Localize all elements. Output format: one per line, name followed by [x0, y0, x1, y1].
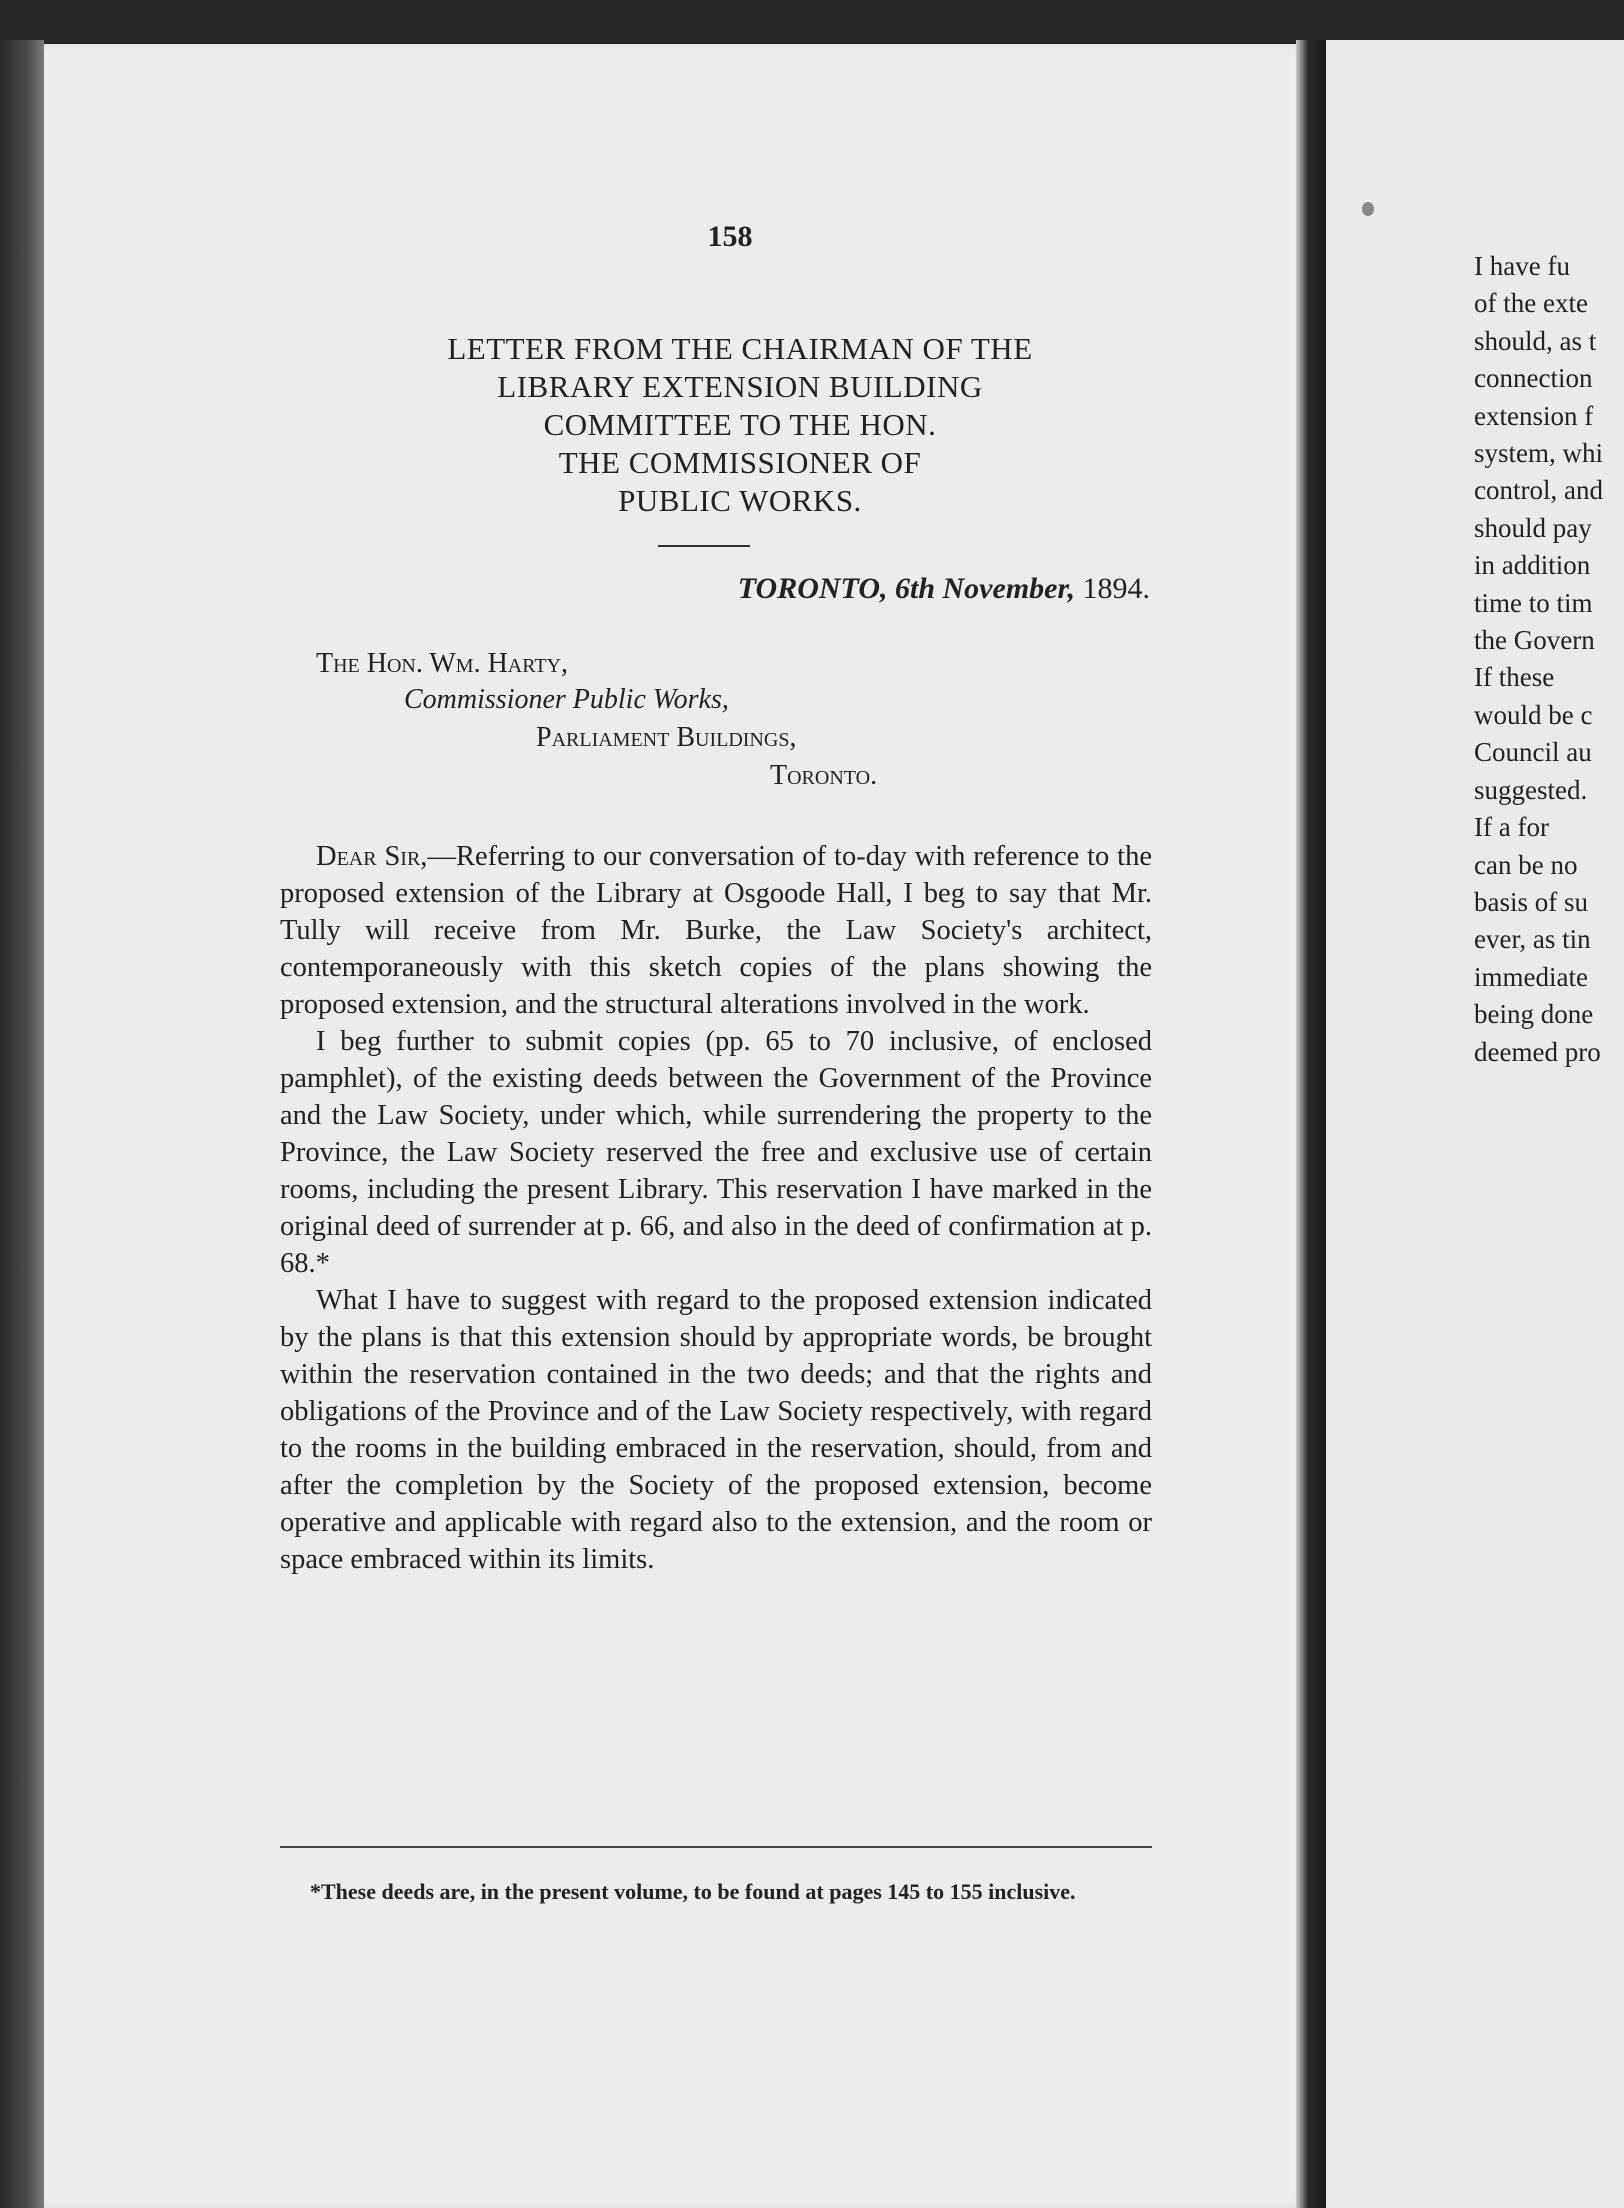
book-left-edge [0, 40, 44, 2208]
salutation: Dear Sir, [316, 841, 428, 872]
right-line: being done [1474, 999, 1594, 1030]
right-line: ever, as tin [1474, 924, 1591, 955]
title-line: LETTER FROM THE CHAIRMAN OF THE [447, 331, 1033, 366]
right-line: can be no [1474, 849, 1578, 880]
right-line: in addition [1474, 550, 1591, 581]
dateline-year: 1894. [1082, 572, 1150, 605]
right-line: should, as t [1474, 325, 1597, 356]
right-line: I have fu [1474, 251, 1570, 281]
dateline [640, 572, 1150, 606]
paragraph-2: I beg further to submit copies (pp. 65 to 70 inclusive, of enclosed pamphlet), of the existing deeds between the Government of the Province and the Law Society, under which, while surrendering the property to the Province, the Law Society reserved the free and exclusive use of certain rooms, including the present Library. This reservation I have marked in the original deed of surrender at p. 66, and also in the deed of confirmation at p. 68.* [280, 1026, 1152, 1279]
right-line: basis of su [1474, 886, 1588, 917]
right-line: would be c [1474, 699, 1593, 730]
right-line: should pay [1474, 512, 1592, 543]
address-title: Commissioner Public Works, [404, 684, 729, 715]
address-city: Toronto. [770, 760, 878, 791]
book-gutter [1296, 40, 1326, 2208]
title-line: PUBLIC WORKS. [618, 483, 862, 518]
footnote: *These deeds are, in the present volume, to be found at pages 145 to 155 inclusive. [310, 1879, 1076, 1904]
right-page-text [1474, 248, 1624, 1071]
footnote-rule [280, 1846, 1152, 1848]
right-line: If a for [1474, 812, 1549, 843]
right-line: system, whi [1474, 438, 1604, 469]
address-recipient: The Hon. Wm. Harty, [316, 648, 569, 679]
title-divider [658, 545, 750, 547]
dateline-place-date: TORONTO, 6th November, [737, 572, 1075, 605]
right-line: suggested. [1474, 774, 1588, 805]
page-number: 158 [707, 220, 753, 253]
letter-title [300, 330, 1180, 520]
right-line: connection [1474, 363, 1593, 394]
right-line: the Govern [1474, 625, 1595, 656]
paper-blemish [1362, 202, 1374, 216]
right-line: immediate [1474, 961, 1588, 992]
letter-body [280, 838, 1152, 1578]
paragraph-3: What I have to suggest with regard to the proposed extension indicated by the plans is that this extension should by appropriate words, be brought within the reservation contained in the two deeds; and that the rights and obligations of the Province and of the Law Society respectively, with regard to the rooms in the building embraced in the reservation, should, from and after the completion by the Society of the proposed extension, become operative and applicable with regard also to the extension, and the room or space embraced within its limits. [280, 1285, 1152, 1575]
right-line: time to tim [1474, 587, 1593, 618]
right-line: If these [1474, 662, 1555, 693]
right-line: Council au [1474, 737, 1592, 768]
title-line: LIBRARY EXTENSION BUILDING [497, 369, 983, 404]
paragraph-1 [280, 838, 1152, 1023]
title-line: THE COMMISSIONER OF [558, 445, 922, 480]
title-line: COMMITTEE TO THE HON. [543, 407, 937, 442]
address-building: Parliament Buildings, [536, 722, 797, 753]
right-line: control, and [1474, 475, 1603, 506]
right-line: of the exte [1474, 288, 1588, 319]
right-line: extension f [1474, 400, 1594, 431]
paragraph-1-text: —Referring to our conversation of to-day with reference to the proposed extension of the Library at Osgoode Hall, I beg to say that Mr. Tully will receive from Mr. Burke, the Law Society's architect, contemporaneously with this sketch copies of the plans showing the proposed extension, and the structural alterations involved in the work. [280, 841, 1152, 1020]
right-line: deemed pro [1474, 1036, 1601, 1067]
